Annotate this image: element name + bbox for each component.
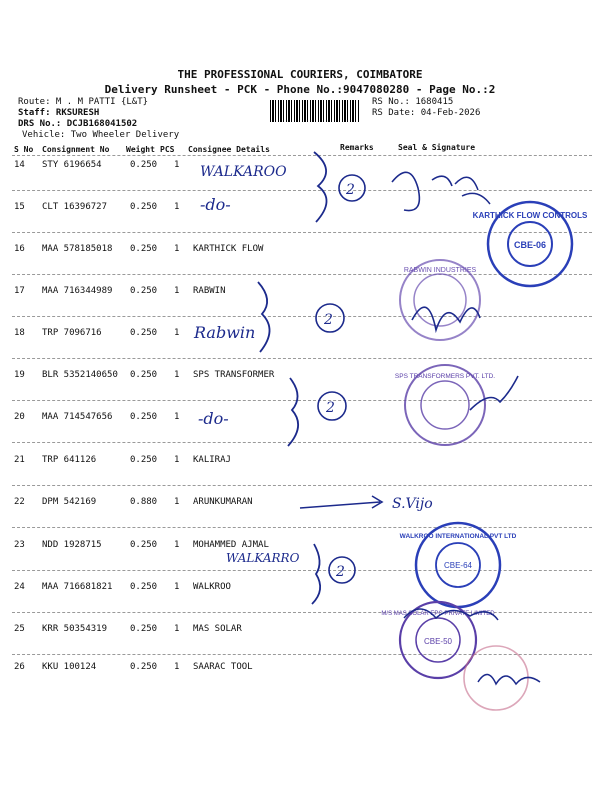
row-divider xyxy=(12,485,592,486)
row-sno: 17 xyxy=(14,286,25,296)
row-sno: 21 xyxy=(14,455,25,465)
stamp-rabwin xyxy=(400,260,480,340)
col-consignment: Consignment No xyxy=(42,145,110,154)
hw-count-4: 2 xyxy=(336,564,345,580)
stamp-mas xyxy=(381,602,495,678)
hw-circle-2 xyxy=(316,304,344,332)
row-pcs: 1 xyxy=(174,244,180,254)
row-divider xyxy=(12,400,592,401)
row-consignment: MAA 716681821 xyxy=(42,582,113,592)
row-consignment: TRP 641126 xyxy=(42,455,97,465)
stamp-karthick-city: CBE-06 xyxy=(513,240,547,250)
stamp-walkroo-text: WALKROO INTERNATIONAL PVT LTD xyxy=(399,533,517,540)
hw-count-3: 2 xyxy=(326,400,335,416)
signature-1 xyxy=(392,172,452,210)
signature-mas xyxy=(404,609,498,620)
row-divider xyxy=(12,190,592,191)
row-weight: 0.250 xyxy=(130,455,158,465)
hw-rabwin: Rabwin xyxy=(194,323,256,342)
row-divider xyxy=(12,570,592,571)
row-divider xyxy=(12,232,592,233)
staff-label: Staff: RKSURESH xyxy=(18,108,100,118)
row-consignment: MAA 578185018 xyxy=(42,244,113,254)
hw-sv: S.Vijo xyxy=(392,496,433,512)
row-divider xyxy=(12,654,592,655)
row-divider xyxy=(12,442,592,443)
hw-circle-3 xyxy=(318,392,346,420)
row-weight: 0.250 xyxy=(130,370,158,380)
stamp-saarac xyxy=(464,646,528,710)
row-consignee: KALIRAJ xyxy=(193,455,231,465)
col-sno: S No xyxy=(14,145,34,154)
stamp-karthick-text: KARTHICK FLOW CONTROLS xyxy=(472,211,588,220)
row-weight: 0.250 xyxy=(130,328,158,338)
row-sno: 26 xyxy=(14,662,25,672)
row-consignment: BLR 5352140650 xyxy=(42,370,118,380)
row-divider xyxy=(12,612,592,613)
row-pcs: 1 xyxy=(174,497,180,507)
row-weight: 0.250 xyxy=(130,244,158,254)
runsheet-subtitle: Delivery Runsheet - PCK - Phone No.:9047080280 - Page No.:2 xyxy=(104,83,496,96)
col-remarks: Remarks xyxy=(340,143,374,152)
row-consignment: DPM 542169 xyxy=(42,497,97,507)
stamp-mas-city: CBE-50 xyxy=(423,637,453,646)
header-divider xyxy=(12,155,592,156)
row-weight: 0.250 xyxy=(130,624,158,634)
signature-sps xyxy=(470,376,518,410)
row-weight: 0.250 xyxy=(130,202,158,212)
col-consignee: Consignee Details xyxy=(188,145,270,154)
row-sno: 24 xyxy=(14,582,25,592)
stamp-walkroo xyxy=(400,523,517,607)
row-sno: 25 xyxy=(14,624,25,634)
hw-ditto-2: -do- xyxy=(198,409,229,428)
company-title: THE PROFESSIONAL COURIERS, COIMBATORE xyxy=(177,68,423,81)
row-sno: 20 xyxy=(14,412,25,422)
hw-walkaroo: WALKAROO xyxy=(200,164,287,180)
rs-no-label: RS No.: 1680415 xyxy=(372,97,454,107)
row-sno: 18 xyxy=(14,328,25,338)
row-sno: 15 xyxy=(14,202,25,212)
row-sno: 14 xyxy=(14,160,25,170)
row-consignment: CLT 16396727 xyxy=(42,202,108,212)
row-pcs: 1 xyxy=(174,370,180,380)
row-pcs: 1 xyxy=(174,582,180,592)
route-label: Route: M . M PATTI {L&T} xyxy=(18,97,149,107)
row-divider xyxy=(12,358,592,359)
row-pcs: 1 xyxy=(174,624,180,634)
col-pcs: PCS xyxy=(160,145,175,154)
row-consignee: MOHAMMED AJMAL xyxy=(193,540,269,550)
signature-saarac xyxy=(478,674,540,684)
row-consignment: MAA 716344989 xyxy=(42,286,113,296)
stamp-mas-text: M/S MAS SOLAR EPC PRIVATE LIMITED xyxy=(381,611,495,617)
hw-count-1: 2 xyxy=(346,182,355,198)
hw-brace-2 xyxy=(258,282,270,352)
row-consignee: RABWIN xyxy=(193,286,226,296)
row-pcs: 1 xyxy=(174,662,180,672)
stamp-sps-text: SPS TRANSFORMERS PVT. LTD. xyxy=(394,373,496,380)
stamp-walkroo-city: CBE-64 xyxy=(443,561,473,570)
barcode xyxy=(270,100,360,122)
col-seal: Seal & Signature xyxy=(398,143,476,152)
row-consignee: KARTHICK FLOW xyxy=(193,244,264,254)
row-consignment: NDD 1928715 xyxy=(42,540,102,550)
drs-label: DRS No.: DCJB168041502 xyxy=(18,119,138,129)
col-weight: Weight xyxy=(126,145,155,154)
hw-brace-4 xyxy=(312,544,320,604)
hw-brace-1 xyxy=(314,152,327,222)
row-weight: 0.250 xyxy=(130,582,158,592)
row-pcs: 1 xyxy=(174,455,180,465)
row-sno: 23 xyxy=(14,540,25,550)
row-sno: 22 xyxy=(14,497,25,507)
row-weight: 0.250 xyxy=(130,412,158,422)
row-sno: 19 xyxy=(14,370,25,380)
row-weight: 0.250 xyxy=(130,160,158,170)
row-consignment: KRR 50354319 xyxy=(42,624,108,634)
row-weight: 0.250 xyxy=(130,286,158,296)
hw-walkarro: WALKARRO xyxy=(226,551,300,565)
signature-rabwin xyxy=(412,307,480,330)
row-consignee: ARUNKUMARAN xyxy=(193,497,253,507)
row-sno: 16 xyxy=(14,244,25,254)
vehicle-label: Vehicle: Two Wheeler Delivery xyxy=(22,130,180,140)
row-pcs: 1 xyxy=(174,412,180,422)
row-weight: 0.880 xyxy=(130,497,158,507)
row-consignee: MAS SOLAR xyxy=(193,624,242,634)
row-pcs: 1 xyxy=(174,286,180,296)
row-pcs: 1 xyxy=(174,202,180,212)
stamp-sps xyxy=(395,365,495,445)
row-consignment: KKU 100124 xyxy=(42,662,97,672)
stamp-rabwin-text: RABWIN INDUSTRIES xyxy=(403,267,477,274)
hw-brace-3 xyxy=(288,378,298,446)
row-consignee: SPS TRANSFORMER xyxy=(193,370,275,380)
row-consignment: MAA 714547656 xyxy=(42,412,113,422)
row-consignee: SAARAC TOOL xyxy=(193,662,253,672)
row-divider xyxy=(12,316,592,317)
row-divider xyxy=(12,527,592,528)
row-pcs: 1 xyxy=(174,160,180,170)
hw-circle-1 xyxy=(339,175,365,201)
row-weight: 0.250 xyxy=(130,662,158,672)
hw-ditto-1: -do- xyxy=(200,195,231,214)
row-weight: 0.250 xyxy=(130,540,158,550)
row-consignee: WALKROO xyxy=(193,582,231,592)
rs-date-label: RS Date: 04-Feb-2026 xyxy=(372,108,481,118)
row-pcs: 1 xyxy=(174,328,180,338)
hw-arrow xyxy=(300,496,382,508)
hw-count-2: 2 xyxy=(324,312,333,328)
row-pcs: 1 xyxy=(174,540,180,550)
row-divider xyxy=(12,274,592,275)
row-consignment: TRP 7096716 xyxy=(42,328,102,338)
row-consignment: STY 6196654 xyxy=(42,160,102,170)
